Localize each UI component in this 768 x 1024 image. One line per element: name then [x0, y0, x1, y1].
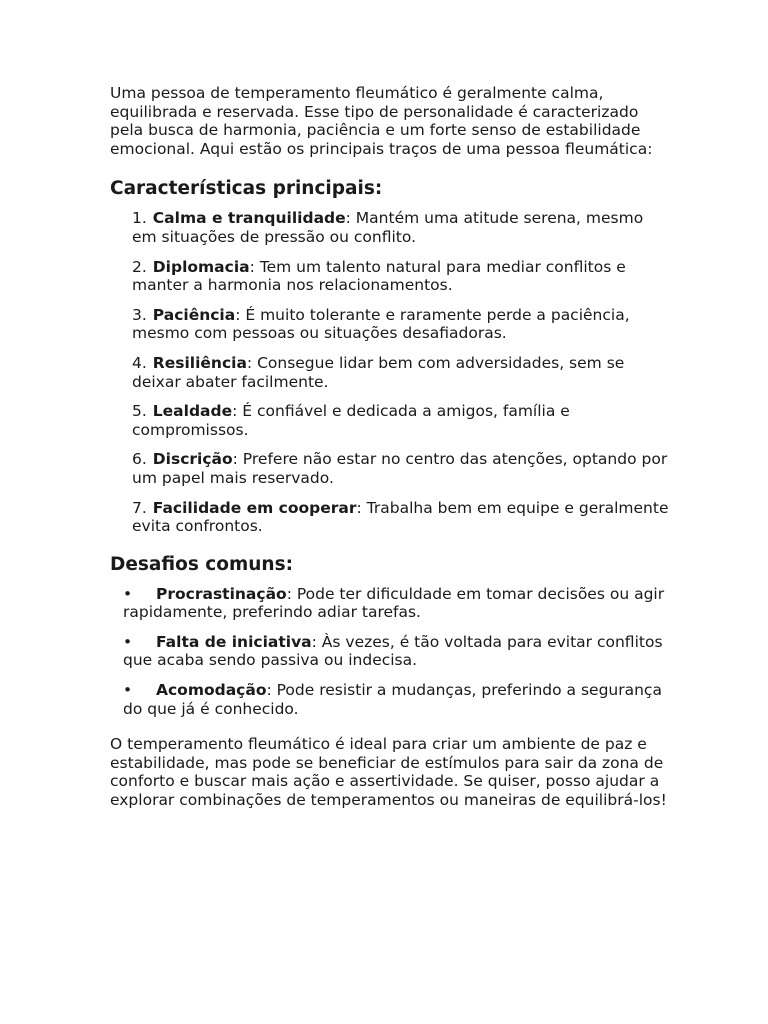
list-item — [132, 306, 670, 343]
item-term: Lealdade — [152, 402, 233, 421]
item-description: : Consegue lidar bem com adversidades, sem se deixar abater facilmente. — [132, 353, 625, 391]
list-number: 1. — [132, 209, 147, 228]
item-term: Acomodação — [156, 681, 267, 700]
list-number: 4. — [132, 353, 147, 372]
document-content — [110, 84, 670, 810]
list-number: 7. — [132, 498, 147, 517]
item-description: : É confiável e dedicada a amigos, família e compromissos. — [132, 402, 570, 439]
item-description: : Trabalha bem em equipe e geralmente evita confrontos. — [132, 498, 669, 536]
list-number: 2. — [132, 257, 147, 276]
list-number: 6. — [132, 450, 147, 469]
section-heading-challenges: Desafios comuns: — [110, 553, 293, 575]
list-item — [123, 681, 670, 718]
item-term: Calma e tranquilidade — [152, 209, 346, 228]
item-description: : Pode resistir a mudanças, preferindo a segurança do que já é conhecido. — [123, 681, 662, 718]
section-heading-features: Características principais: — [110, 178, 383, 200]
features-list — [110, 209, 670, 535]
item-term: Resiliência — [152, 353, 247, 372]
list-number: 5. — [132, 402, 147, 421]
item-term: Falta de iniciativa — [156, 632, 312, 651]
bullet-icon: • — [123, 681, 133, 700]
item-term: Paciência — [152, 305, 236, 324]
item-description: : Às vezes, é tão voltada para evitar conflitos que acaba sendo passiva ou indecisa. — [123, 632, 663, 670]
list-item — [123, 585, 670, 622]
list-item — [132, 450, 670, 487]
item-description: : Mantém uma atitude serena, mesmo em situações de pressão ou conflito. — [132, 209, 644, 246]
list-item — [132, 402, 670, 439]
list-item — [123, 633, 670, 670]
item-description: : Tem um talento natural para mediar conflitos e manter a harmonia nos relacionamentos. — [132, 257, 626, 295]
item-term: Diplomacia — [152, 257, 250, 276]
list-number: 3. — [132, 305, 147, 324]
item-description: : É muito tolerante e raramente perde a paciência, mesmo com pessoas ou situações desafiadoras. — [132, 305, 630, 343]
item-description: : Pode ter dificuldade em tomar decisões ou agir rapidamente, preferindo adiar tarefas. — [123, 584, 665, 622]
list-item — [132, 499, 670, 536]
list-item — [132, 354, 670, 391]
list-item — [132, 209, 670, 246]
item-term: Facilidade em cooperar — [152, 498, 357, 517]
challenges-list — [110, 585, 670, 719]
bullet-icon: • — [123, 584, 133, 603]
intro-paragraph: Uma pessoa de temperamento fleumático é geralmente calma, equilibrada e reservada. Esse tipo de personalidade é caracterizado pela busca de harmonia, paciência e um forte senso de estabilidade emocional. Aqui estão os principais traços de uma pessoa fleumática: — [110, 84, 653, 158]
item-term: Procrastinação — [156, 584, 287, 603]
item-term: Discrição — [152, 450, 233, 469]
list-item — [132, 258, 670, 295]
bullet-icon: • — [123, 632, 133, 651]
item-description: : Prefere não estar no centro das atenções, optando por um papel mais reservado. — [132, 450, 668, 487]
conclusion-paragraph: O temperamento fleumático é ideal para criar um ambiente de paz e estabilidade, mas pode se beneficiar de estímulos para sair da zona de conforto e buscar mais ação e assertividade. Se quiser, posso ajudar a explorar combinações de temperamentos ou maneiras de equilibrá-los! — [110, 735, 667, 810]
